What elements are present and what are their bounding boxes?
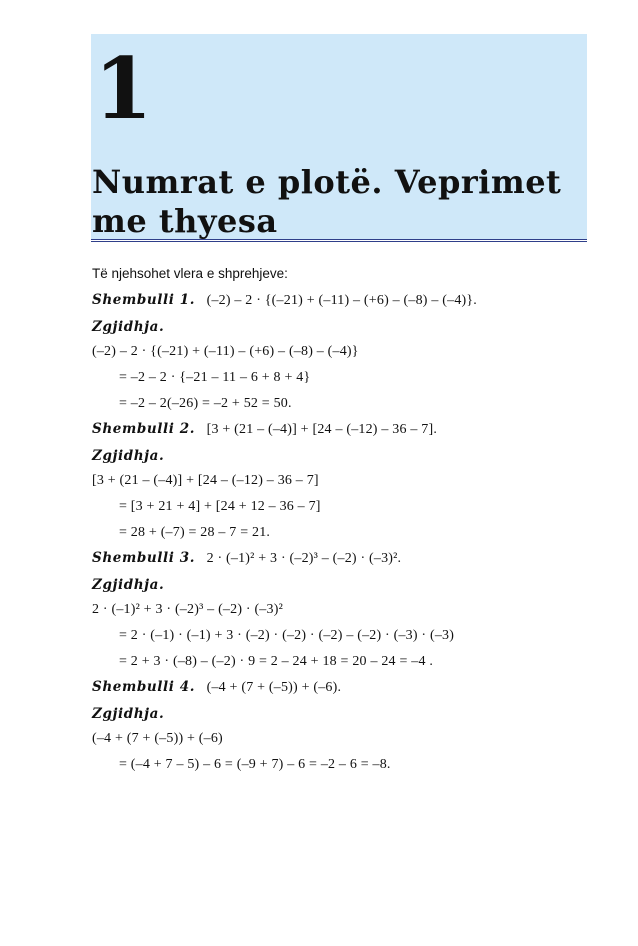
example-1 [92, 288, 592, 312]
page-content [92, 262, 592, 778]
solution-line: = (–4 + 7 – 5) – 6 = (–9 + 7) – 6 = –2 – 6 = –8. [119, 757, 391, 772]
solution-line: = 2 · (–1) · (–1) + 3 · (–2) · (–2) · (–2) – (–2) · (–3) · (–3) [119, 628, 455, 643]
chapter-title: Numrat e plotë. Veprimet me thyesa [92, 163, 562, 240]
solution-line: = 2 + 3 · (–8) – (–2) · 9 = 2 – 24 + 18 = 20 – 24 = –4 . [119, 654, 434, 669]
example-label: Shembulli 1. [92, 292, 196, 308]
solution-line: (–2) – 2 · {(–21) + (–11) – (+6) – (–8) – (–4)} [92, 344, 359, 359]
solution-line: = –2 – 2(–26) = –2 + 52 = 50. [119, 396, 292, 411]
solution-line: [3 + (21 – (–4)] + [24 – (–12) – 36 – 7] [92, 473, 319, 488]
solution-line: = 28 + (–7) = 28 – 7 = 21. [119, 525, 271, 540]
solution-label-text: Zgjidhja. [92, 577, 165, 593]
solution-label [92, 573, 592, 597]
solution-line: = [3 + 21 + 4] + [24 + 12 – 36 – 7] [119, 499, 321, 514]
solution-label [92, 702, 592, 726]
example-2 [92, 417, 592, 441]
example-expression: (–4 + (7 + (–5)) + (–6). [206, 680, 342, 695]
example-3 [92, 546, 592, 570]
chapter-number: 1 [94, 39, 153, 138]
example-label: Shembulli 4. [92, 679, 196, 695]
example-label: Shembulli 3. [92, 550, 196, 566]
example-expression: (–2) – 2 · {(–21) + (–11) – (+6) – (–8) – (–4)}. [206, 293, 477, 308]
example-4 [92, 675, 592, 699]
solution-label [92, 444, 592, 468]
solution-line: = –2 – 2 · {–21 – 11 – 6 + 8 + 4} [119, 370, 311, 385]
example-expression: 2 · (–1)² + 3 · (–2)³ – (–2) · (–3)². [206, 551, 402, 566]
example-expression: [3 + (21 – (–4)] + [24 – (–12) – 36 – 7]. [206, 422, 438, 437]
solution-label-text: Zgjidhja. [92, 706, 165, 722]
solution-line: 2 · (–1)² + 3 · (–2)³ – (–2) · (–3)² [92, 602, 283, 617]
solution-label [92, 315, 592, 339]
solution-line: (–4 + (7 + (–5)) + (–6) [92, 731, 223, 746]
solution-label-text: Zgjidhja. [92, 448, 165, 464]
example-label: Shembulli 2. [92, 421, 196, 437]
intro-text: Të njehsohet vlera e shprehjeve: [92, 266, 288, 281]
solution-label-text: Zgjidhja. [92, 319, 165, 335]
